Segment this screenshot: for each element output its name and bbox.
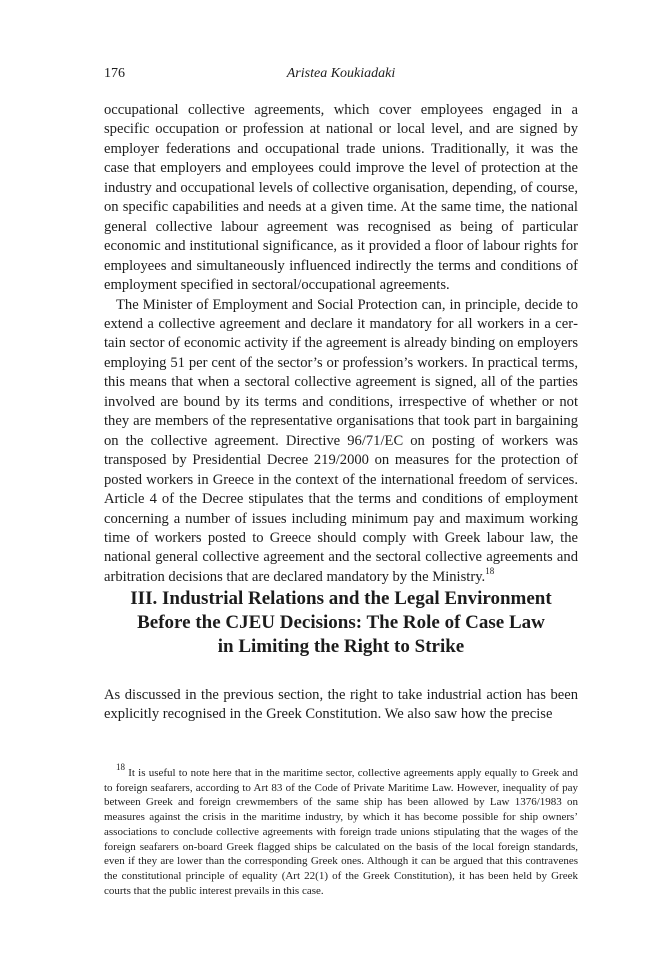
footnote-number: 18 — [116, 762, 125, 773]
paragraph-2 — [104, 296, 578, 588]
paragraph-3: As discussed in the previous section, the right to take industrial action has been explicitly recognised in the Greek Constitution. We also saw how the precise — [104, 687, 578, 723]
section-body-text — [104, 686, 578, 725]
footnote-18 — [104, 762, 578, 898]
section-heading-line-1: III. Industrial Relations and the Legal Environment — [130, 588, 552, 609]
page-number: 176 — [104, 66, 125, 81]
paragraph-1: occupational collective agreements, which cover employees engaged in a specific occupation or profession at national or local level, and are signed by employer federations and occupational trade unions. Traditionally, it was the case that employers and employees could improve the level of protection at the industry and occupational levels of collective organisation, depending, of course, on specific capabilities and needs at a given time. At the same time, the national general collective labour agreement was recognised as being of particular economic and institutional significance, as it provided a floor of labour rights for employees and simultaneously influenced indirectly the terms and conditions of employment specified in sectoral/occupational agreements. — [104, 102, 578, 294]
body-text — [104, 101, 578, 587]
page-header — [104, 66, 578, 84]
paragraph-2-text: The Minister of Employment and Social Protection can, in principle, decide to extend a collective agreement and declare it mandatory for all workers in a certain sector of economic activity if the agreement is already binding on employers employing 51 per cent of the sector’s or profession’s workers. In practical terms, this means that when a sectoral collective agreement is signed, all of the parties involved are bound by its terms and conditions, irrespective of whether or not they are members of the representative organisations that took part in bargaining on the collective agreement. Directive 96/71/EC on posting of workers was transposed by Presidential Decree 219/2000 on measures for the protection of posted workers in Greece in the context of the international freedom of services. Article 4 of the Decree stipulates that the terms and conditions of employment concerning a number of issues including minimum pay and maximum working time of workers posted to Greece should comply with Greek labour law, the national general collective agreement and the sectoral collective agreements and arbitration decisions that are declared mandatory by the Ministry. — [104, 296, 578, 585]
section-heading-line-3: in Limiting the Right to Strike — [217, 636, 465, 657]
running-head: Aristea Koukiadaki — [286, 66, 396, 81]
section-heading — [104, 587, 578, 659]
footnote-text: It is useful to note here that in the maritime sector, collective agreements apply equally to Greek and to foreign seafarers, according to Art 83 of the Code of Private Maritime Law. However, inequality of pay between Greek and foreign crewmembers of the same ship has been allowed by Law 1376/1983 on measures against the crisis in the maritime industry, by which it has become possible for ship owners’ associations to conclude collective agreements with foreign trade unions stipulating that the wages of the foreign seafarers on-board Greek flagged ships be calculated on the basis of the local foreign standards, even if they are lower than the corresponding Greek ones. Although it can be argued that this contravenes the constitutional principle of equality (Art 22(1) of the Greek Constitution), it has been held by Greek courts that the public interest prevails in this case. — [104, 767, 578, 897]
footnote-ref-18[interactable]: 18 — [485, 566, 495, 577]
footnote-paragraph — [104, 762, 578, 898]
section-heading-line-2: Before the CJEU Decisions: The Role of Case Law — [137, 612, 545, 633]
